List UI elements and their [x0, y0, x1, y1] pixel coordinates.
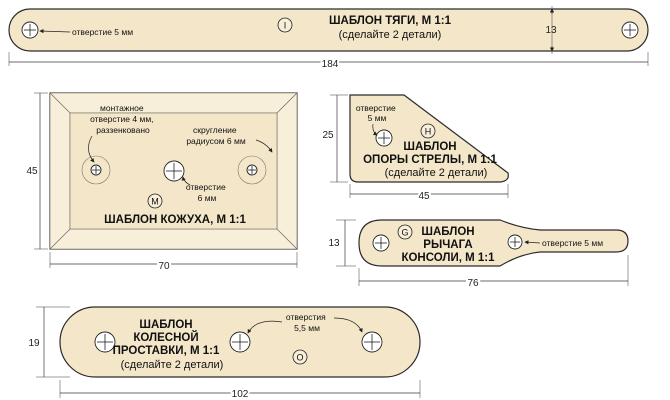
boom-support-subtitle: (сделайте 2 детали) [384, 167, 488, 179]
boom-support-note-hole: отверстие 5 мм [355, 103, 396, 123]
console-lever-template [328, 220, 628, 289]
wheel-spacer-note-holes: отверстия 5,5 мм [285, 312, 326, 333]
housing-template [26, 93, 297, 272]
console-lever-title-2: РЫЧАГА [423, 239, 473, 251]
wheel-spacer-subtitle: (сделайте 2 детали) [120, 359, 224, 371]
boom-support-template [322, 95, 508, 202]
console-lever-title-1: ШАБЛОН [421, 226, 475, 238]
wheel-spacer-badge-label: O [296, 352, 304, 363]
housing-dim-width: 70 [158, 261, 170, 272]
boom-support-title-1: ШАБЛОН [403, 141, 457, 153]
tie-rod-title: ШАБЛОН ТЯГИ, М 1:1 [328, 15, 452, 27]
tie-rod-template [9, 6, 648, 70]
wheel-spacer-title-2: КОЛЕСНОЙ [133, 332, 199, 344]
housing-dim-height: 45 [26, 166, 38, 177]
housing-note-mount: монтажное отверстие 4 мм, раззенковано [90, 103, 154, 135]
housing-note-hole: отверстие 6 мм [185, 182, 226, 203]
housing-title: ШАБЛОН КОЖУХА, М 1:1 [104, 214, 246, 226]
tie-rod-badge-label: I [283, 20, 287, 31]
boom-support-dim-width: 45 [418, 191, 430, 202]
tie-rod-hole-note: отверстие 5 мм [72, 27, 134, 37]
tie-rod-subtitle: (сделайте 2 детали) [338, 29, 442, 41]
wheel-spacer-dim-height: 19 [28, 338, 40, 349]
wheel-spacer-title-1: ШАБЛОН [139, 319, 193, 331]
boom-support-badge-label: H [424, 126, 432, 137]
console-lever-hole-note: отверстие 5 мм [542, 238, 604, 248]
housing-badge-label: M [151, 196, 159, 207]
boom-support-dim-height: 25 [322, 130, 334, 141]
tie-rod-dim-height: 13 [545, 25, 557, 36]
wheel-spacer-title-3: ПРОСТАВКИ, М 1:1 [112, 345, 220, 357]
wheel-spacer-dim-width: 102 [231, 389, 249, 400]
wheel-spacer-template [28, 307, 420, 400]
console-lever-dim-width: 76 [467, 278, 479, 289]
housing-note-round: скругление радиусом 6 мм [186, 125, 246, 146]
console-lever-dim-height: 13 [328, 238, 340, 249]
console-lever-badge-label: G [401, 227, 409, 238]
tie-rod-dim-length: 184 [321, 59, 339, 70]
boom-support-title-2: ОПОРЫ СТРЕЛЫ, М 1:1 [363, 154, 497, 166]
console-lever-title-3: КОНСОЛИ, М 1:1 [401, 252, 495, 264]
